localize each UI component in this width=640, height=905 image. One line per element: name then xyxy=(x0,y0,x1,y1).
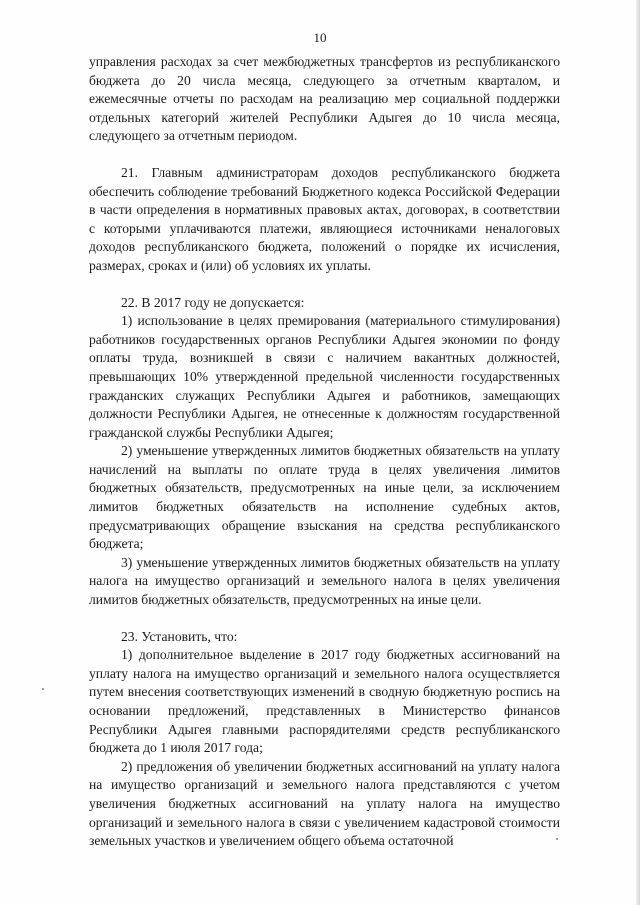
scan-speck xyxy=(42,688,44,690)
paragraph-22-item-2: 2) уменьшение утвержденных лимитов бюджетных обязательств на уплату начислений на выплаты по оплате труда в целях увеличения лимитов бюджетных обязательств, предусмотренных на иные цели, за исключением лимитов бюджетных обязательств на исполнение судебных актов, предусматривающих обращение взыскания на средства республиканского бюджета; xyxy=(89,443,560,552)
document-body xyxy=(89,53,560,851)
paragraph-21: 21. Главным администраторам доходов республиканского бюджета обеспечить соблюдение требований Бюджетного кодекса Российской Федерации в части определения в нормативных правовых актах, договорах, в соответствии с которыми уплачиваются платежи, являющиеся источниками неналоговых доходов республиканского бюджета, положений о порядке их исчисления, размерах, сроках и (или) об условиях их уплаты. xyxy=(89,164,560,273)
paragraph-23-item-2: 2) предложения об увеличении бюджетных ассигнований на уплату налога на имущество организаций и земельного налога представляются с учетом увеличения бюджетных ассигнований на уплату налога на имущество организаций и земельного налога в связи с увеличением кадастровой стоимости земельных участков и увеличением общего объема остаточной xyxy=(89,758,560,849)
paragraph-continuation: управления расходах за счет межбюджетных трансфертов из республиканского бюджета до 20 числа месяца, следующего за отчетным кварталом, и ежемесячные отчеты по расходам на реализацию мер социальной поддержки отдельных категорий жителей Республики Адыгея до 10 числа месяца, следующего за отчетным периодом. xyxy=(89,54,560,144)
paragraph-gap xyxy=(89,276,560,294)
paragraph-22-item-3: 3) уменьшение утвержденных лимитов бюджетных обязательств на уплату налога на имущество организаций и земельного налога в целях увеличения лимитов бюджетных обязательств, предусмотренных на иные цели. xyxy=(89,554,560,608)
paragraph-22-item-1: 1) использование в целях премирования (материального стимулирования) работников государственных органов Республики Адыгея экономии по фонду оплаты труда, возникшей в связи с наличием вакантных должностей, превышающих 10% утвержденной предельной численности государственных гражданских служащих Республики Адыгея и работников, замещающих должности Республики Адыгея, не отнесенные к должностям государственной гражданской службы Республики Адыгея; xyxy=(89,313,560,440)
scan-speck xyxy=(556,838,558,840)
paragraph-23-heading: 23. Установить, что: xyxy=(121,628,238,644)
page-edge-shadow xyxy=(636,0,640,905)
page-number: 10 xyxy=(313,30,327,45)
paragraph-23-item-1: 1) дополнительное выделение в 2017 году бюджетных ассигнований на уплату налога на имущество организаций и земельного налога осуществляется путем внесения соответствующих изменений в сводную бюджетную роспись на основании предложений, представленных в Министерство финансов Республики Адыгея главными распорядителями средств республиканского бюджета до 1 июля 2017 года; xyxy=(89,647,560,756)
paragraph-22-heading: 22. В 2017 году не допускается: xyxy=(121,294,305,310)
paragraph-gap xyxy=(89,610,560,628)
paragraph-gap xyxy=(89,146,560,164)
